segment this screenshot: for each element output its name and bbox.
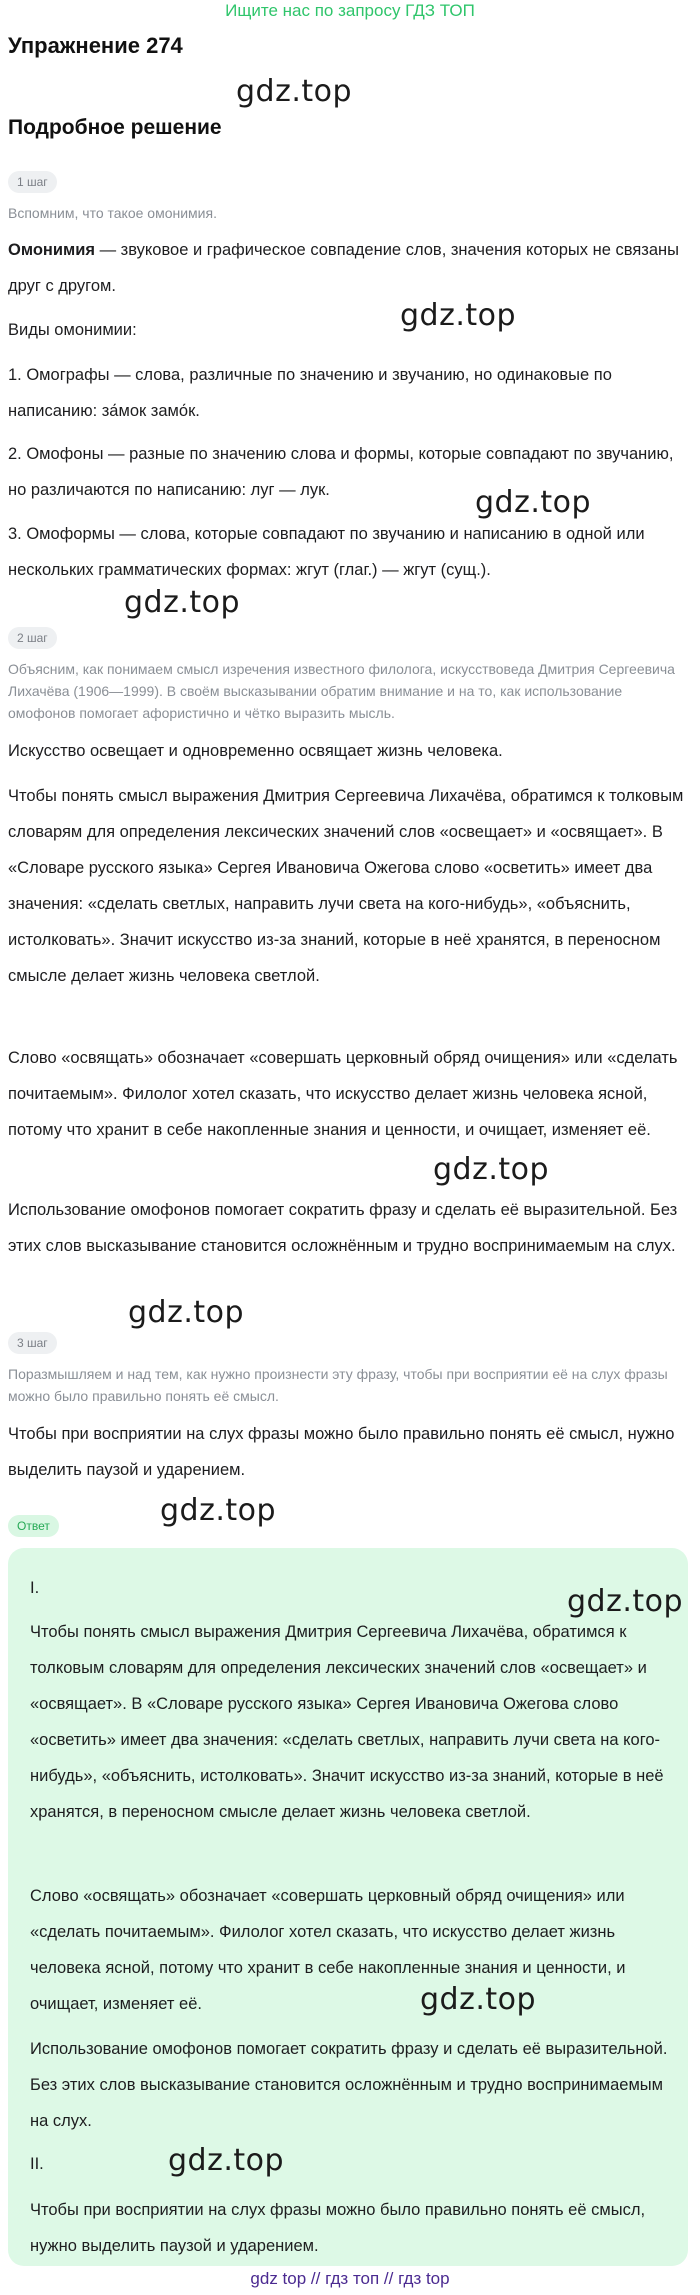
step-hint: Объясним, как понимаем смысл изречения известного филолога, искусствоведа Дмитрия Сергеевича Лихачёва (1906—1999). В своём высказывании обратим внимание и на то, как использование омофонов помогает афористично и чётко выразить мысль. bbox=[8, 661, 675, 721]
section-title: Подробное решение bbox=[8, 116, 222, 139]
step-hint: Поразмышляем и над тем, как нужно произнести эту фразу, чтобы при восприятии её на слух фразы можно было правильно понять её смысл. bbox=[8, 1366, 668, 1404]
watermark: gdz.top bbox=[567, 1584, 684, 1619]
answer-paragraph: Чтобы понять смысл выражения Дмитрия Сергеевича Лихачёва, обратимся к толковым словарям для определения лексических значений слов «освещает» и «освящает». В «Словаре русского языка» Сергея Ивановича Ожегова слово «осветить» имеет два значения: «сделать светлых, направить лучи света на кого-нибудь», «объяснить, истолковать». Значит искусство из-за знаний, которые в неё хранятся, в переносном смысле делает жизнь человека светлой. bbox=[30, 1623, 664, 1821]
step-badge-3: 3 шаг bbox=[8, 1332, 57, 1354]
watermark: gdz.top bbox=[168, 2143, 285, 2178]
watermark: gdz.top bbox=[433, 1152, 550, 1187]
answer-paragraph: Слово «освящать» обозначает «совершать церковный обряд очищения» или «сделать почитаемым». Филолог хотел сказать, что искусство делает жизнь человека ясной, потому что хранит в себе накопленные знания и ценности, и очищает, изменяет её. bbox=[30, 1887, 626, 2013]
paragraph: Чтобы понять смысл выражения Дмитрия Сергеевича Лихачёва, обратимся к толковым словарям для определения лексических значений слов «освещает» и «освящает». В «Словаре русского языка» Сергея Ивановича Ожегова слово «осветить» имеет два значения: «сделать светлых, направить лучи света на кого-нибудь», «объяснить, истолковать». Значит искусство из-за знаний, которые в неё хранятся, в переносном смысле делает жизнь человека светлой. bbox=[8, 787, 684, 985]
watermark: gdz.top bbox=[160, 1493, 277, 1528]
step-hint: Вспомним, что такое омонимия. bbox=[8, 205, 217, 221]
answer-numeral: II. bbox=[30, 2155, 44, 2173]
definition-paragraph bbox=[8, 232, 692, 304]
answer-paragraph: Чтобы при восприятии на слух фразы можно было правильно понять её смысл, нужно выделить паузой и ударением. bbox=[30, 2201, 646, 2255]
watermark: gdz.top bbox=[128, 1295, 245, 1330]
page-title: Упражнение 274 bbox=[8, 33, 183, 58]
step-badge-2: 2 шаг bbox=[8, 627, 57, 649]
paragraph: Слово «освящать» обозначает «совершать церковный обряд очищения» или «сделать почитаемым». Филолог хотел сказать, что искусство делает жизнь человека ясной, потому что хранит в себе накопленные знания и ценности, и очищает, изменяет её. bbox=[8, 1049, 678, 1139]
step-badge-1: 1 шаг bbox=[8, 171, 57, 193]
search-banner[interactable]: Ищите нас по запросу ГДЗ ТОП bbox=[225, 1, 475, 20]
answer-numeral: I. bbox=[30, 1579, 40, 1597]
paragraph: Использование омофонов помогает сократить фразу и сделать её выразительной. Без этих слов высказывание становится осложнённым и трудно воспринимаемым на слух. bbox=[8, 1201, 678, 1255]
answer-badge: Ответ bbox=[8, 1515, 59, 1537]
paragraph: 2. Омофоны — разные по значению слова и формы, которые совпадают по звучанию, но различаются по написанию: луг — лук. bbox=[8, 445, 674, 499]
paragraph: Виды омонимии: bbox=[8, 321, 137, 339]
footer-links[interactable]: gdz top // гдз топ // гдз top bbox=[250, 2269, 450, 2288]
watermark: gdz.top bbox=[236, 74, 353, 109]
watermark: gdz.top bbox=[420, 1982, 537, 2017]
definition-text: — звуковое и графическое совпадение слов, значения которых не связаны друг с другом. bbox=[8, 241, 679, 295]
paragraph: 3. Омоформы — слова, которые совпадают по звучанию и написанию в одной или нескольких грамматических формах: жгут (глаг.) — жгут (сущ.). bbox=[8, 525, 645, 579]
watermark: gdz.top bbox=[475, 485, 592, 520]
paragraph: Искусство освещает и одновременно освящает жизнь человека. bbox=[8, 742, 503, 760]
definition-term: Омонимия bbox=[8, 241, 95, 259]
paragraph: 1. Омографы — слова, различные по значению и звучанию, но одинаковые по написанию: за́мок замо́к. bbox=[8, 366, 612, 420]
paragraph: Чтобы при восприятии на слух фразы можно было правильно понять её смысл, нужно выделить паузой и ударением. bbox=[8, 1425, 675, 1479]
watermark: gdz.top bbox=[400, 298, 517, 333]
answer-paragraph: Использование омофонов помогает сократить фразу и сделать её выразительной. Без этих слов высказывание становится осложнённым и трудно воспринимаемым на слух. bbox=[30, 2040, 668, 2130]
watermark: gdz.top bbox=[124, 585, 241, 620]
